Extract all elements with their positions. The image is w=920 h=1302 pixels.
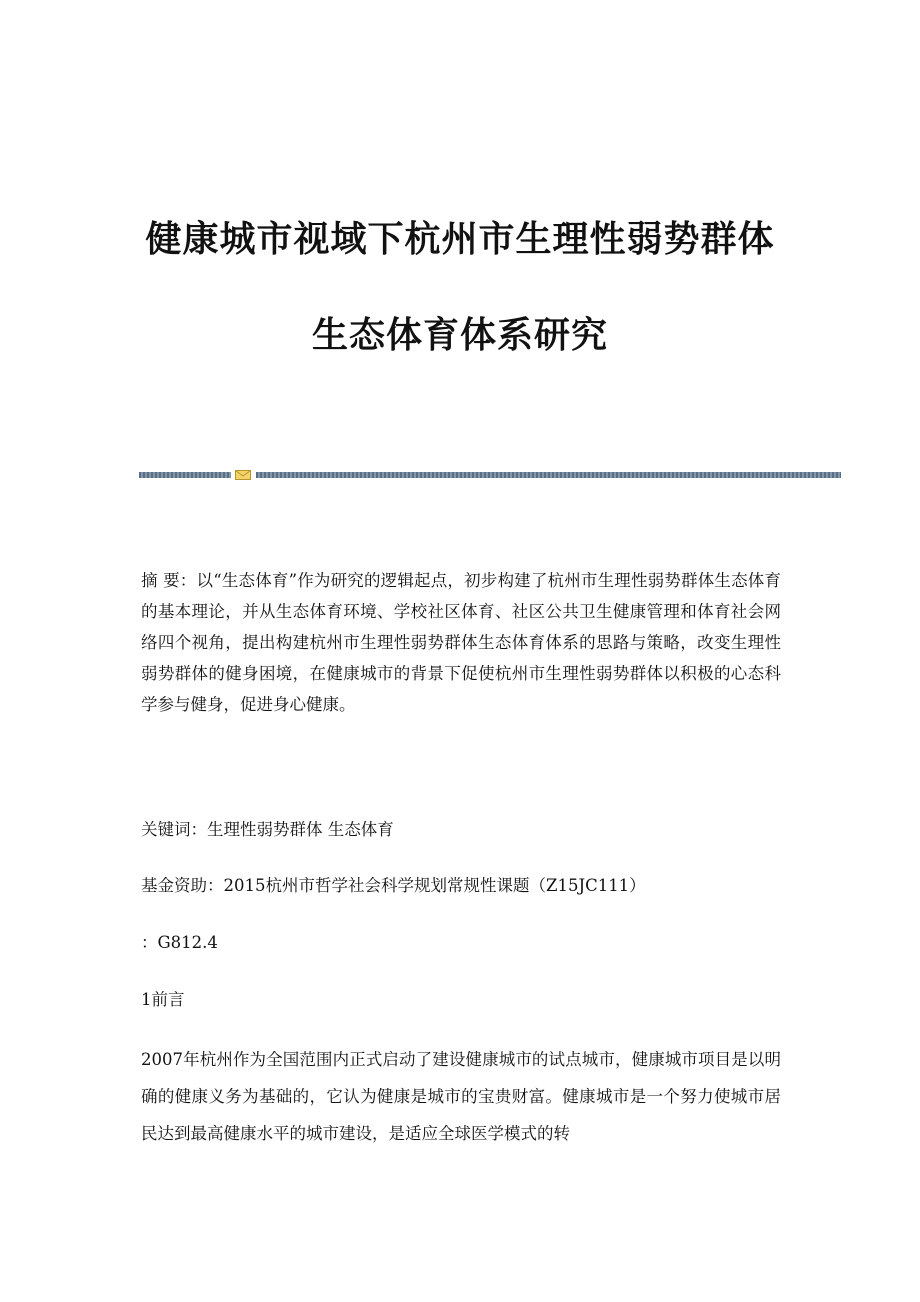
divider-left-bar: [139, 472, 231, 478]
section-heading: 1前言: [141, 990, 185, 1009]
funding-line: 基金资助：2015杭州市哲学社会科学规划常规性课题（Z15JC111）: [141, 876, 646, 895]
abstract-paragraph: 摘 要：以“生态体育”作为研究的逻辑起点，初步构建了杭州市生理性弱势群体生态体育的基本理论，并从生态体育环境、学校社区体育、社区公共卫生健康管理和体育社会网络四个视角，提出构建杭州市生理性弱势群体生态体育体系的思路与策略，改变生理性弱势群体的健身困境，在健康城市的背景下促使杭州市生理性弱势群体以积极的心态科学参与健身，促进身心健康。: [141, 571, 781, 714]
envelope-icon: [235, 470, 251, 480]
keywords-line: 关键词：生理性弱势群体 生态体育: [141, 820, 394, 839]
intro-paragraph: 2007年杭州作为全国范围内正式启动了建设健康城市的试点城市，健康城市项目是以明确的健康义务为基础的，它认为健康是城市的宝贵财富。健康城市是一个努力使城市居民达到最高健康水平的城市建设，是适应全球医学模式的转: [141, 1050, 781, 1143]
paper-title-line-2: 生态体育体系研究: [311, 315, 608, 356]
divider-right-bar: [256, 472, 841, 478]
title-divider: [139, 470, 841, 480]
paper-title-line-1: 健康城市视域下杭州市生理性弱势群体: [145, 219, 775, 260]
classification-code: ：G812.4: [141, 933, 218, 952]
